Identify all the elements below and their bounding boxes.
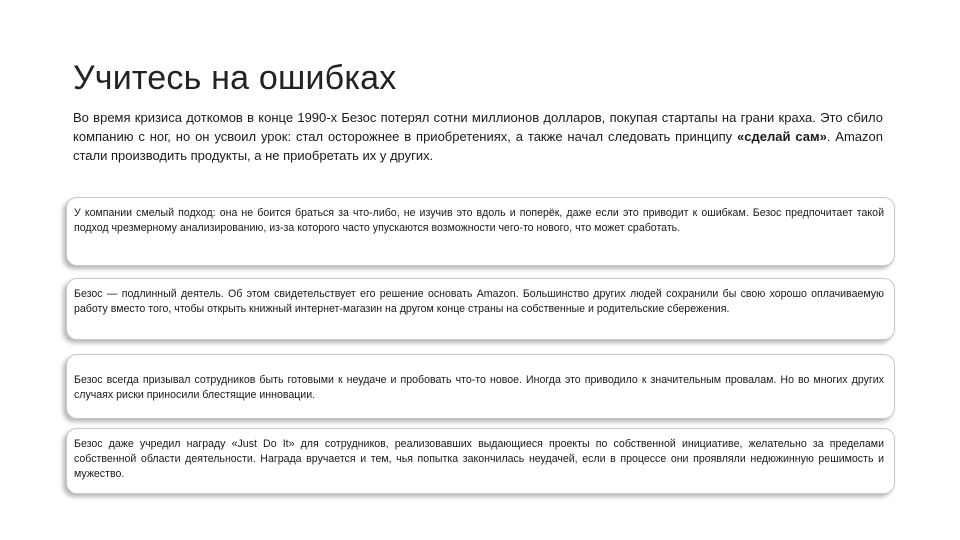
intro-text-after: . Amazon стали производить продукты, а не приобретать их у других. bbox=[73, 129, 883, 163]
info-card-true-doer bbox=[66, 278, 895, 340]
intro-text-before: Во время кризиса доткомов в конце 1990-х Безос потерял сотни миллионов долларов, покупая стартапы на грани краха. Это сбило компанию с ног, но он усвоил урок: стал осторожнее в приобретениях, а также начал следовать принципу bbox=[73, 110, 883, 144]
info-card-just-do-it-award bbox=[66, 428, 895, 494]
intro-paragraph bbox=[73, 108, 883, 165]
slide-title: Учитесь на ошибках bbox=[73, 59, 397, 97]
card-text: Безос — подлинный деятель. Об этом свидетельствует его решение основать Amazon. Большинство других людей сохранили бы свою хорошо оплачиваемую работу вместо того, чтобы открыть книжный интернет-магазин на другом конце страны на собственные и родительские сбережения. bbox=[74, 288, 884, 315]
info-card-embrace-failure bbox=[66, 354, 895, 419]
card-text: Безос даже учредил награду «Just Do It» для сотрудников, реализовавших выдающиеся проекты по собственной инициативе, желательно за пределами собственной области деятельности. Награда вручается и тем, чья попытка закончилась неудачей, если в процессе они проявляли недюжинную решимость и мужество. bbox=[74, 438, 884, 480]
card-text: Безос всегда призывал сотрудников быть готовыми к неудаче и пробовать что-то новое. Иногда это приводило к значительным провалам. Но во многих других случаях риски приносили блестящие инновации. bbox=[74, 374, 884, 401]
intro-highlight: «сделай сам» bbox=[737, 129, 827, 144]
info-card-bold-approach bbox=[66, 197, 895, 266]
card-text: У компании смелый подход: она не боится браться за что-либо, не изучив это вдоль и поперёк, даже если это приводит к ошибкам. Безос предпочитает такой подход чрезмерному анализированию, из-за которого часто упускаются возможности чего-то нового, что может сработать. bbox=[74, 207, 884, 234]
